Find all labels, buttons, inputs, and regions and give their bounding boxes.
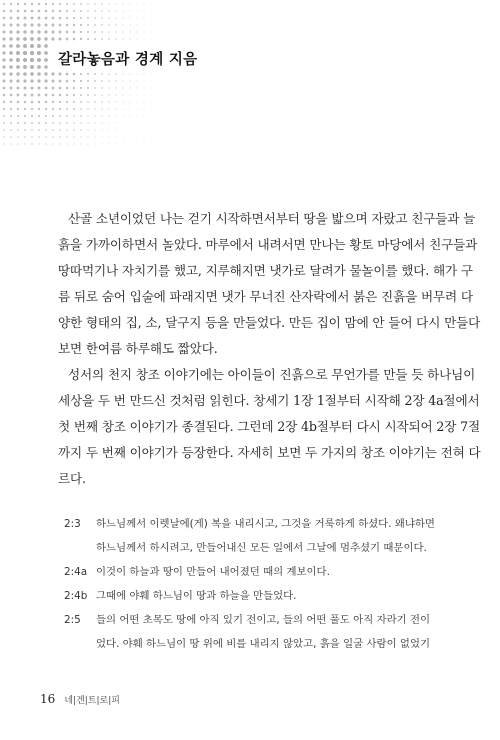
paragraph-line: 보면 한여름 하루해도 짧았다.	[58, 341, 218, 356]
paragraph-line: 첫 번째 창조 이야기가 종결된다. 그런데 2장 4b절부터 다시 시작되어 2장 7절	[58, 419, 481, 434]
paragraph-line: 양한 형태의 집, 소, 달구지 등을 만들었다. 만든 집이 맘에 안 들어 다시 만들다	[58, 315, 481, 330]
body-paragraph-2	[58, 362, 481, 492]
running-book-title: 네|겐|트|로|피	[64, 696, 120, 706]
verse-line	[58, 560, 438, 584]
paragraph-line: 까지 두 번째 이야기가 등장한다. 자세히 보면 두 가지의 창조 이야기는 전혀 다	[58, 445, 481, 460]
paragraph-line: 름 뒤로 숨어 입술에 파래지면 냇가 무너진 산자락에서 붉은 진흙을 버무려 다	[58, 289, 473, 304]
paragraph-line: 성서의 천지 창조 이야기에는 아이들이 진흙으로 무언가를 만들 듯 하나님이	[68, 367, 476, 382]
verse-reference: 2:4b	[64, 590, 88, 602]
verse-text: 하느님께서 하시려고, 만들어내신 모든 일에서 그날에 멈추셨기 때문이다.	[96, 542, 427, 554]
verse-text: 하느님께서 이렛날에(게) 복을 내리시고, 그것을 거룩하게 하셨다. 왜냐하면	[96, 518, 435, 530]
verse-text: 었다. 야훼 하느님이 땅 위에 비를 내리지 않았고, 흙을 일굴 사람이 없었기	[96, 638, 431, 650]
verse-reference: 2:4a	[64, 566, 88, 578]
paragraph-line: 흙을 가까이하면서 놀았다. 마루에서 내려서면 만나는 황토 마당에서 친구들과	[58, 237, 478, 252]
page-number: 16	[40, 692, 56, 706]
verse-text: 그때에 야훼 하느님이 땅과 하늘을 만들었다.	[96, 590, 297, 602]
verse-line	[58, 608, 438, 632]
verse-reference: 2:5	[64, 614, 81, 626]
page-footer	[40, 688, 120, 707]
halftone-dots-decoration	[0, 0, 200, 150]
paragraph-line: 땅따먹기나 자치기를 했고, 지루해지면 냇가로 달려가 물놀이를 했다. 해가 구	[58, 263, 473, 278]
verse-reference: 2:3	[64, 518, 81, 530]
body-paragraph-1	[58, 206, 481, 362]
verse-line	[58, 536, 438, 560]
verse-line	[58, 584, 438, 608]
verse-line	[58, 512, 438, 536]
verse-text: 이것이 하늘과 땅이 만들어 내어졌던 때의 계보이다.	[96, 566, 330, 578]
paragraph-line: 산골 소년이었던 나는 걷기 시작하면서부터 땅을 밟으며 자랐고 친구들과 늘	[68, 211, 476, 226]
verse-line	[58, 632, 438, 656]
paragraph-line: 르다.	[58, 471, 86, 486]
scripture-quote-block	[58, 512, 438, 656]
verse-text: 들의 어떤 초목도 땅에 아직 있기 전이고, 들의 어떤 풀도 아직 자라기 전이	[96, 614, 431, 626]
chapter-title: 갈라놓음과 경계 지음	[58, 52, 198, 68]
paragraph-line: 세상을 두 번 만드신 것처럼 읽힌다. 창세기 1장 1절부터 시작해 2장 4a절에서	[58, 393, 480, 408]
